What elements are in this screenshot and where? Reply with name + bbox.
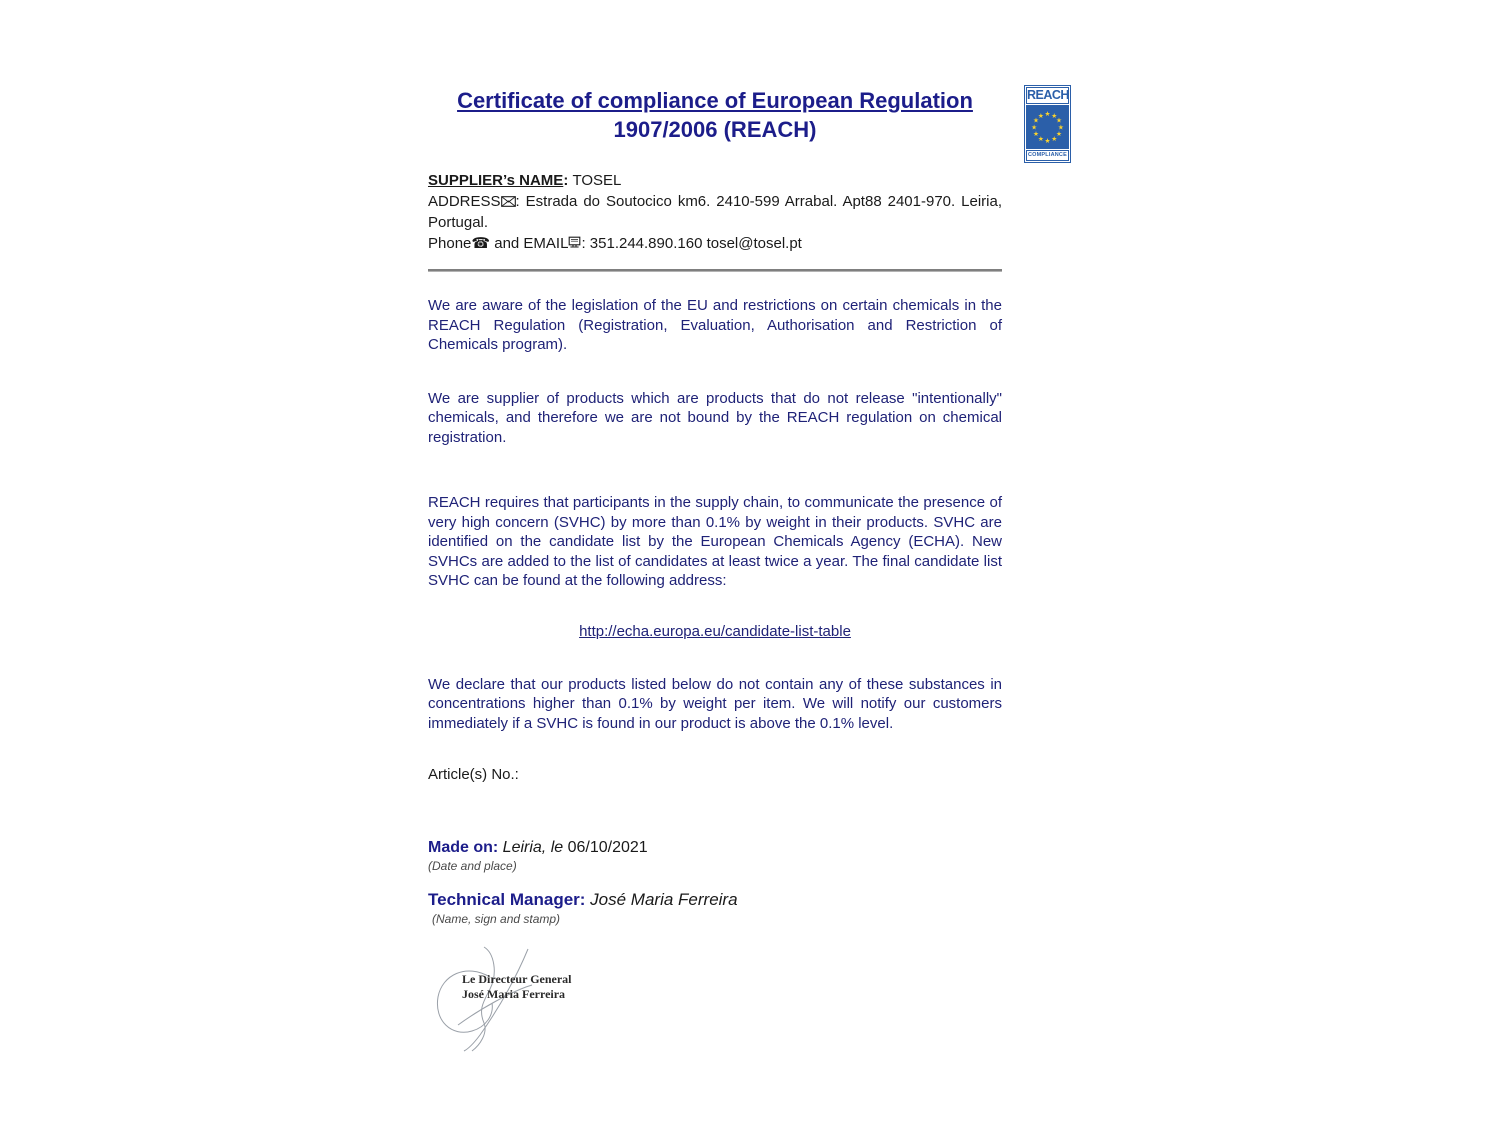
address-label: ADDRESS	[428, 192, 501, 210]
technical-manager-name: José Maria Ferreira	[585, 890, 738, 909]
supplier-address-line	[428, 192, 1002, 234]
article-number-label: Article(s) No.:	[428, 766, 519, 783]
phone-label: Phone	[428, 234, 472, 252]
supplier-name-line	[428, 171, 1002, 192]
svg-text:★: ★	[1056, 116, 1063, 125]
contact-value: 351.244.890.160 tosel@tosel.pt	[589, 234, 802, 252]
svg-text:★: ★	[1037, 134, 1044, 143]
made-on-date: 06/10/2021	[563, 839, 648, 856]
paragraph-svhc-requirements: REACH requires that participants in the supply chain, to communicate the presence of very high concern (SVHC) by more than 0.1% by weight in their products. SVHC are identified on the candidate list by the European Chemicals Agency (ECHA). New SVHCs are added to the list of candidates at least twice a year. The final candidate list SVHC can be found at the following address:	[428, 494, 1002, 589]
logo-compliance-text: COMPLIANCE	[1026, 150, 1069, 161]
signature-block	[428, 939, 608, 1059]
signature-line-1: Le Directeur General	[462, 972, 572, 986]
title-line-1: Certificate of compliance of European Regulation	[457, 88, 973, 113]
document-content	[428, 86, 1002, 1059]
paragraph-supplier-statement: We are supplier of products which are products that do not release "intentionally" chemicals, and therefore we are not bound by the REACH regulation on chemical registration.	[428, 389, 1002, 446]
address-value: Estrada do Soutocico km6. 2410-599 Arrabal. Apt88 2401-970. Leiria, Portugal.	[428, 192, 1003, 231]
supplier-block	[428, 171, 1002, 255]
candidate-list-link[interactable]: http://echa.europa.eu/candidate-list-table	[579, 622, 851, 640]
name-sign-stamp-note: (Name, sign and stamp)	[432, 912, 561, 926]
reach-compliance-logo	[1024, 85, 1071, 163]
envelope-icon	[501, 193, 516, 214]
svg-text:★: ★	[1056, 130, 1063, 139]
date-place-note: (Date and place)	[428, 859, 517, 873]
svg-text:★: ★	[1051, 111, 1058, 120]
paragraph-awareness: We are aware of the legislation of the EU and restrictions on certain chemicals in the REACH Regulation (Registration, Evaluation, Authorisation and Restriction of Chemicals program).	[428, 297, 1002, 353]
made-on-place: Leiria, le	[498, 839, 564, 856]
svg-text:★: ★	[1044, 110, 1051, 119]
paragraph-declaration: We declare that our products listed below do not contain any of these substances in concentrations higher than 0.1% by weight per item. We will notify our customers immediately if a SVHC is found in our product is above the 0.1% level.	[428, 675, 1002, 732]
address-separator: :	[515, 192, 526, 210]
email-label: and EMAIL	[490, 234, 569, 252]
svg-text:★: ★	[1032, 130, 1039, 139]
svg-text:★: ★	[1037, 111, 1044, 120]
page-title	[428, 86, 1002, 144]
logo-reach-text: REACH	[1027, 88, 1069, 102]
supplier-name-label: SUPPLIER’s NAME	[428, 172, 564, 189]
horizontal-divider	[428, 269, 1002, 272]
phone-icon: ☎	[471, 234, 491, 252]
contact-separator: :	[581, 234, 590, 252]
signature-line-2: José Maria Ferreira	[462, 987, 566, 1001]
title-line-2: 1907/2006 (REACH)	[613, 117, 817, 142]
computer-icon	[568, 235, 581, 256]
supplier-contact-line	[428, 234, 1002, 256]
made-on-line	[428, 839, 1002, 857]
svg-text:★: ★	[1057, 123, 1064, 132]
made-on-label: Made on:	[428, 839, 499, 856]
supplier-name-separator: :	[563, 172, 573, 189]
technical-manager-line	[428, 890, 1002, 910]
candidate-list-link-line	[428, 623, 1002, 640]
svg-text:★: ★	[1032, 116, 1039, 125]
svg-text:★: ★	[1044, 136, 1051, 145]
eu-stars-icon	[1026, 105, 1069, 149]
signature-text	[462, 972, 572, 1002]
svg-text:★: ★	[1051, 134, 1058, 143]
supplier-name-value: TOSEL	[572, 172, 622, 189]
technical-manager-label: Technical Manager:	[428, 890, 586, 909]
svg-text:★: ★	[1031, 123, 1038, 132]
